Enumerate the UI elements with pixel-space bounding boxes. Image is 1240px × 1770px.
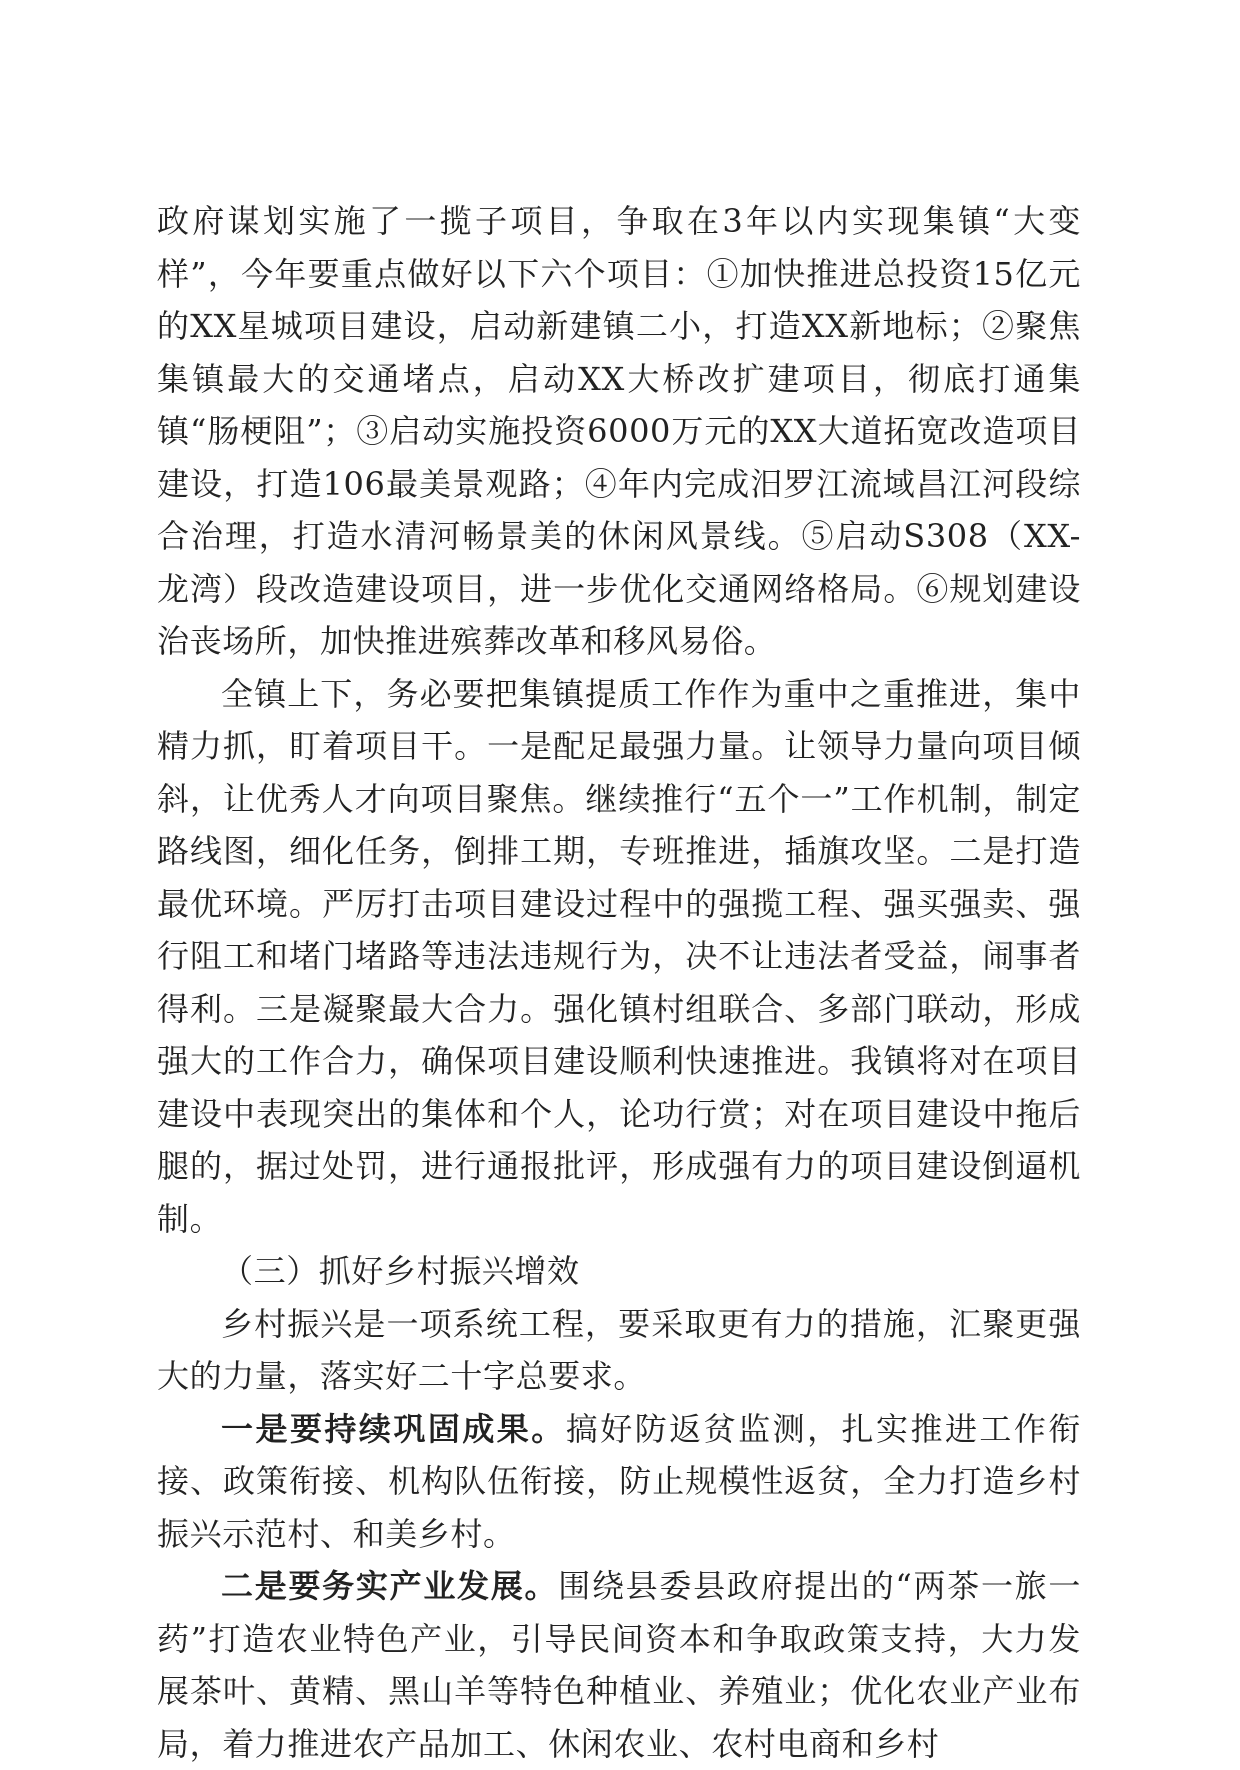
paragraph-industry-development <box>157 1560 1081 1770</box>
paragraph-projects-list: 政府谋划实施了一揽子项目，争取在3年以内实现集镇“大变样”，今年要重点做好以下六个项目：①加快推进总投资15亿元的XX星城项目建设，启动新建镇二小，打造XX新地标；②聚焦集镇最大的交通堵点，启动XX大桥改扩建项目，彻底打通集镇“肠梗阻”；③启动实施投资6000万元的XX大道拓宽改造项目建设，打造106最美景观路；④年内完成汨罗江流域昌江河段综合治理，打造水清河畅景美的休闲风景线。⑤启动S308（XX-龙湾）段改造建设项目，进一步优化交通网络格局。⑥规划建设治丧场所，加快推进殡葬改革和移风易俗。 <box>157 202 1081 660</box>
document-page <box>157 195 1081 1770</box>
paragraph-lead-text: 二是要务实产业发展。 <box>221 1567 559 1605</box>
paragraph-body-text: 围绕县委县政府提出的“两茶一旅一药”打造农业特色产业，引导民间资本和争取政策支持，大力发展茶叶、黄精、黑山羊等特色种植业、养殖业；优化农业产业布局，着力推进农产品加工、休闲农业、农村电商和乡村 <box>157 1567 1081 1763</box>
paragraph-rural-revitalization: 乡村振兴是一项系统工程，要采取更有力的措施，汇聚更强大的力量，落实好二十字总要求。 <box>157 1304 1081 1395</box>
section-heading: （三）抓好乡村振兴增效 <box>221 1252 580 1290</box>
paragraph-town-upgrade: 全镇上下，务必要把集镇提质工作作为重中之重推进，集中精力抓，盯着项目干。一是配足最强力量。让领导力量向项目倾斜，让优秀人才向项目聚焦。继续推行“五个一”工作机制，制定路线图，细化任务，倒排工期，专班推进，插旗攻坚。二是打造最优环境。严厉打击项目建设过程中的强揽工程、强买强卖、强行阻工和堵门堵路等违法违规行为，决不让违法者受益，闹事者得利。三是凝聚最大合力。强化镇村组联合、多部门联动，形成强大的工作合力，确保项目建设顺利快速推进。我镇将对在项目建设中表现突出的集体和个人，论功行赏；对在项目建设中拖后腿的，据过处罚，进行通报批评，形成强有力的项目建设倒逼机制。 <box>157 674 1081 1238</box>
paragraph-body-text: 搞好防返贫监测，扎实推进工作衔接、政策衔接、机构队伍衔接，防止规模性返贫，全力打造乡村振兴示范村、和美乡村。 <box>157 1409 1081 1553</box>
paragraph-consolidate-results <box>157 1403 1081 1561</box>
paragraph-lead-text: 一是要持续巩固成果。 <box>221 1409 566 1448</box>
